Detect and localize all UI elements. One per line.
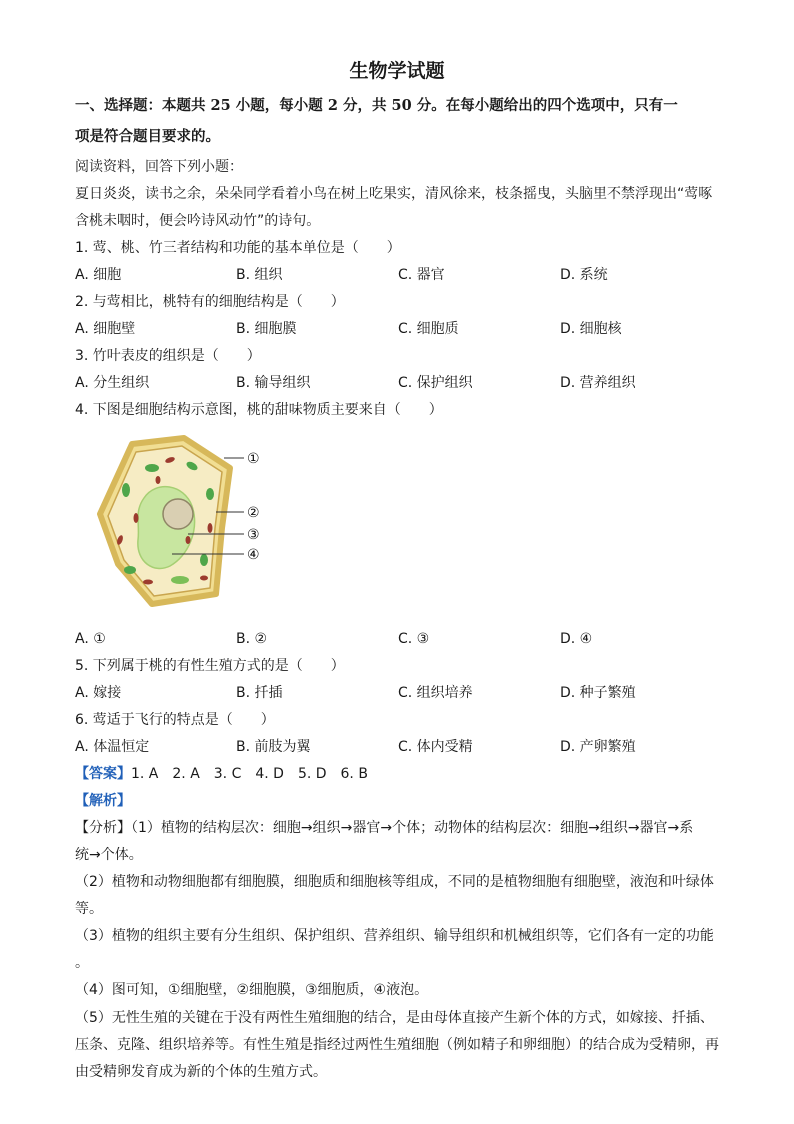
nucleus bbox=[163, 499, 193, 529]
analysis-row-10: 由受精卵发育成为新的个体的生殖方式。 bbox=[75, 1064, 327, 1080]
mitochondrion bbox=[200, 576, 208, 581]
chloroplast bbox=[171, 576, 189, 584]
q1-option-a: A. 细胞 bbox=[75, 267, 122, 283]
section-header: 一、选择题：本题共 25 小题，每小题 2 分，共 50 分。在每小题给出的四个选项中，只有一 bbox=[75, 97, 678, 114]
passage: 夏日炎炎，读书之余，朵朵同学看着小鸟在树上吃果实，清风徐来，枝条摇曳，头脑里不禁浮现出“莺啄 bbox=[75, 186, 713, 202]
mitochondrion bbox=[186, 536, 191, 544]
page-title: 生物学试题 bbox=[349, 60, 445, 82]
q2-option-c: C. 细胞质 bbox=[398, 321, 459, 337]
analysis-row-3: （2）植物和动物细胞都有细胞膜，细胞质和细胞核等组成，不同的是植物细胞有细胞壁，液泡和叶绿体 bbox=[75, 874, 714, 890]
question-1: 1. 莺、桃、竹三者结构和功能的基本单位是（ ） bbox=[75, 240, 401, 256]
chloroplast bbox=[145, 464, 159, 472]
chloroplast bbox=[206, 488, 214, 500]
q6-option-a: A. 体温恒定 bbox=[75, 739, 150, 755]
answer-text: 1. A 2. A 3. C 4. D 5. D 6. B bbox=[131, 766, 368, 782]
chloroplast bbox=[200, 554, 208, 566]
question-2: 2. 与莺相比，桃特有的细胞结构是（ ） bbox=[75, 294, 345, 310]
answer-label: 【答案】 bbox=[75, 766, 131, 782]
mitochondrion bbox=[134, 513, 139, 523]
analysis-label: 【解析】 bbox=[75, 793, 131, 809]
analysis-row-8: （5）无性生殖的关键在于没有两性生殖细胞的结合，是由母体直接产生新个体的方式，如嫁接、扦插、 bbox=[75, 1010, 714, 1026]
q6-option-c: C. 体内受精 bbox=[398, 739, 473, 755]
analysis-row-1 bbox=[75, 818, 693, 838]
plant-cell-diagram bbox=[92, 432, 277, 612]
q5-option-a: A. 嫁接 bbox=[75, 685, 122, 701]
analysis-row-4: 等。 bbox=[75, 901, 103, 917]
analysis-text: （1）植物的结构层次：细胞→组织→器官→个体；动物体的结构层次：细胞→组织→器官→系 bbox=[131, 820, 694, 836]
label-2: ② bbox=[247, 505, 260, 521]
q1-option-b: B. 组织 bbox=[236, 267, 283, 283]
mitochondrion bbox=[156, 476, 161, 484]
q4-option-a: A. ① bbox=[75, 631, 106, 647]
q3-option-b: B. 输导组织 bbox=[236, 375, 311, 391]
label-4: ④ bbox=[247, 547, 260, 563]
mitochondrion bbox=[208, 523, 213, 533]
reading-intro: 阅读资料，回答下列小题： bbox=[75, 159, 243, 175]
q3-option-c: C. 保护组织 bbox=[398, 375, 473, 391]
mitochondrion bbox=[143, 580, 153, 585]
q3-option-d: D. 营养组织 bbox=[560, 375, 636, 391]
answer-row bbox=[75, 764, 368, 784]
q5-option-d: D. 种子繁殖 bbox=[560, 685, 636, 701]
q6-option-d: D. 产卵繁殖 bbox=[560, 739, 636, 755]
q4-option-c: C. ③ bbox=[398, 631, 430, 647]
q6-option-b: B. 前肢为翼 bbox=[236, 739, 311, 755]
analysis-row-5: （3）植物的组织主要有分生组织、保护组织、营养组织、输导组织和机械组织等，它们各有一定的功能 bbox=[75, 928, 714, 944]
label-1: ① bbox=[247, 451, 260, 467]
analysis-row-9: 压条、克隆、组织培养等。有性生殖是指经过两性生殖细胞（例如精子和卵细胞）的结合成为受精卵，再 bbox=[75, 1037, 719, 1053]
q1-option-d: D. 系统 bbox=[560, 267, 608, 283]
q5-option-c: C. 组织培养 bbox=[398, 685, 473, 701]
question-4: 4. 下图是细胞结构示意图，桃的甜味物质主要来自（ ） bbox=[75, 402, 443, 418]
section-header-cont: 项是符合题目要求的。 bbox=[75, 128, 220, 145]
q3-option-a: A. 分生组织 bbox=[75, 375, 150, 391]
question-3: 3. 竹叶表皮的组织是（ ） bbox=[75, 348, 261, 364]
analysis-row-6: 。 bbox=[75, 955, 89, 971]
q2-option-b: B. 细胞膜 bbox=[236, 321, 297, 337]
q2-option-d: D. 细胞核 bbox=[560, 321, 622, 337]
q5-option-b: B. 扦插 bbox=[236, 685, 283, 701]
q4-option-b: B. ② bbox=[236, 631, 268, 647]
analysis-head: 【分析】 bbox=[75, 820, 131, 836]
q2-option-a: A. 细胞壁 bbox=[75, 321, 136, 337]
question-5: 5. 下列属于桃的有性生殖方式的是（ ） bbox=[75, 658, 345, 674]
analysis-row-2: 统→个体。 bbox=[75, 847, 143, 863]
q4-option-d: D. ④ bbox=[560, 631, 593, 647]
chloroplast bbox=[122, 483, 130, 497]
question-6: 6. 莺适于飞行的特点是（ ） bbox=[75, 712, 275, 728]
analysis-row-7: （4）图可知，①细胞壁，②细胞膜，③细胞质，④液泡。 bbox=[75, 982, 429, 998]
passage-cont: 含桃未咽时，便会吟诗风动竹”的诗句。 bbox=[75, 213, 321, 229]
chloroplast bbox=[124, 566, 136, 574]
label-3: ③ bbox=[247, 527, 260, 543]
q1-option-c: C. 器官 bbox=[398, 267, 445, 283]
